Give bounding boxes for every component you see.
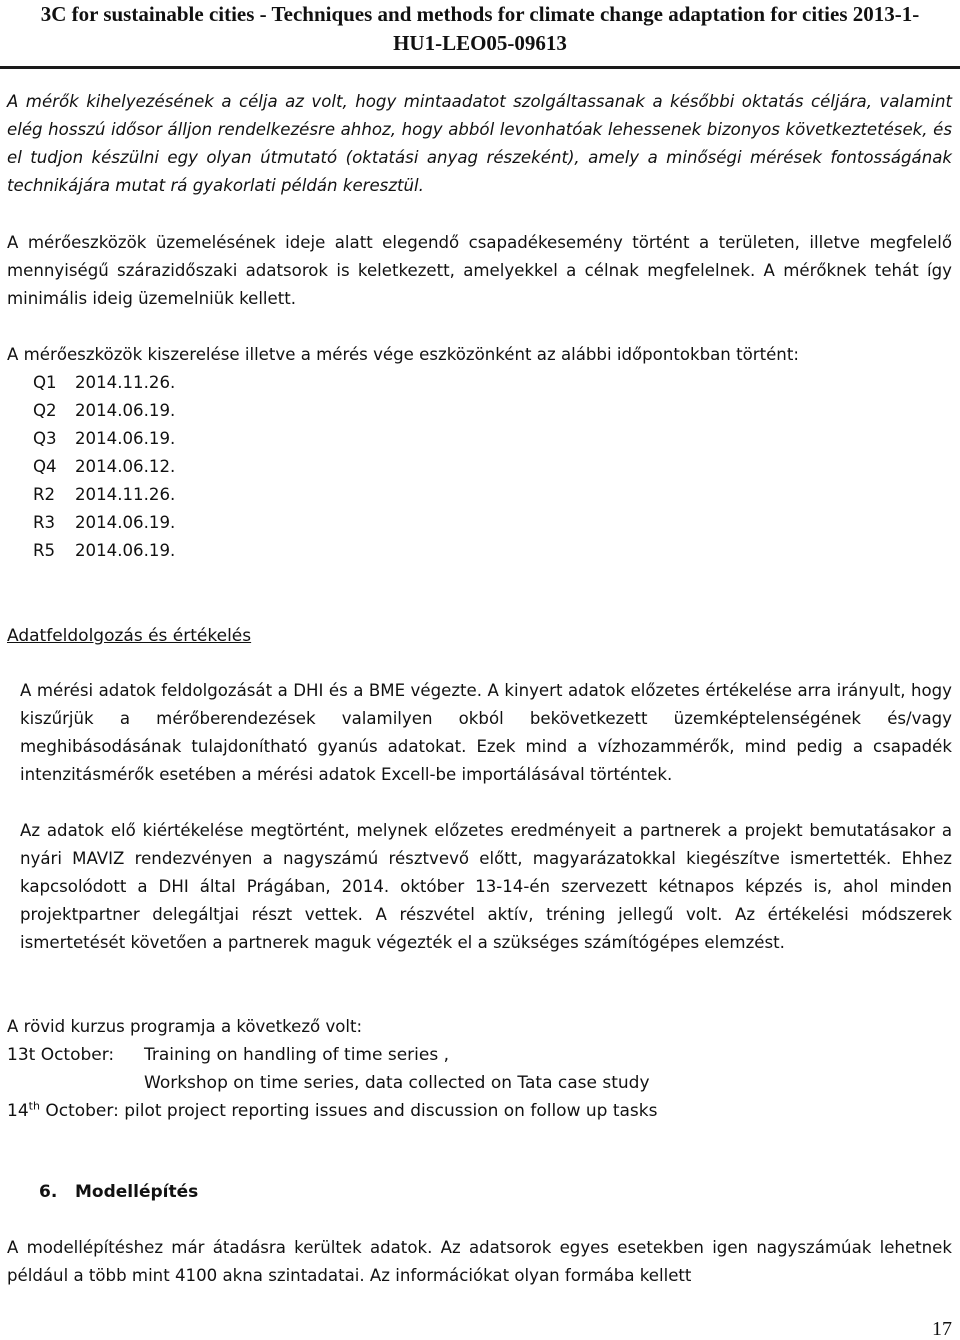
program-row-1 — [7, 1041, 449, 1069]
device-code: R3 — [33, 513, 56, 532]
paragraph-1: A mérők kihelyezésének a célja az volt, hogy mintaadatot szolgáltassanak a későbbi oktatás céljára, valamint elég hosszú idősor álljon rendelkezésre ahhoz, hogy abból levonhatóak lehessenek bizonyos következtetések, és el tudjon készülni egy olyan útmutató (oktatási anyag részeként), amely a minőségi mérések fontosságának technikájára mutat rá gyakorlati példán keresztül. — [7, 92, 952, 195]
date-list-item — [33, 481, 175, 509]
header-divider — [0, 66, 960, 69]
device-code: R2 — [33, 485, 56, 504]
device-date: 2014.11.26. — [75, 485, 176, 504]
date-list-item — [33, 397, 175, 425]
program-day: 14 — [7, 1101, 29, 1121]
program-date-label: 13t October: — [7, 1045, 115, 1065]
date-list-item — [33, 509, 175, 537]
program-item: October: pilot project reporting issues and discussion on follow up tasks — [39, 1101, 658, 1121]
device-date: 2014.06.19. — [75, 401, 176, 420]
paragraph-2: A mérőeszközök üzemelésének ideje alatt elegendő csapadékesemény történt a területen, illetve megfelelő mennyiségű szárazidőszaki adatsorok is keletkezett, amelyekkel a célnak megfelelnek. A mérőknek tehát így minimális ideig üzemelniük kellett. — [7, 233, 952, 308]
paragraph-4: A mérési adatok feldolgozását a DHI és a BME végezte. A kinyert adatok előzetes értékelése arra irányult, hogy kiszűrjük a mérőberendezések valamilyen okból bekövetkezett üzemképtelenségének és/vagy meghibásodásának tulajdonítható gyanús adatokat. Ezek mind a vízhozammérők, mind pedig a csapadék intenzitásmérők esetében a mérési adatok Excell-be importálásával történtek. — [20, 681, 952, 784]
date-list-item — [33, 425, 175, 453]
date-list-item — [33, 537, 175, 565]
section-title: Adatfeldolgozás és értékelés — [7, 626, 252, 646]
device-code: Q1 — [33, 373, 57, 392]
header-line-2: HU1-LEO05-09613 — [393, 31, 567, 55]
header-line-1: 3C for sustainable cities - Techniques and methods for climate change adaptation for cities 2013-1- — [40, 2, 920, 26]
program-row-3 — [7, 1097, 658, 1125]
page-number: 17 — [932, 1318, 952, 1340]
program-row-2 — [7, 1069, 650, 1097]
program-day-suffix: th — [28, 1099, 40, 1113]
device-date: 2014.06.19. — [75, 429, 176, 448]
date-list — [33, 369, 175, 565]
program-item: Training on handling of time series , — [144, 1045, 449, 1065]
device-date: 2014.06.19. — [75, 513, 176, 532]
paragraph-3: A mérőeszközök kiszerelése illetve a mérés vége eszközönként az alábbi időpontokban történt: — [7, 345, 799, 364]
section-heading — [39, 1178, 198, 1206]
device-date: 2014.06.12. — [75, 457, 176, 476]
device-date: 2014.06.19. — [75, 541, 176, 560]
section-heading-title: Modellépítés — [75, 1182, 199, 1202]
device-code: Q2 — [33, 401, 57, 420]
program-item: Workshop on time series, data collected on Tata case study — [144, 1073, 650, 1093]
device-code: Q3 — [33, 429, 57, 448]
paragraph-7: A modellépítéshez már átadásra kerültek adatok. Az adatsorok egyes esetekben igen nagyszámúak lehetnek például a több mint 4100 akna szintadatai. Az információkat olyan formába kellett — [7, 1238, 952, 1285]
section-number: 6. — [39, 1182, 58, 1202]
document-header — [0, 0, 960, 58]
device-date: 2014.11.26. — [75, 373, 176, 392]
device-code: Q4 — [33, 457, 57, 476]
paragraph-6: A rövid kurzus programja a következő volt: — [7, 1017, 363, 1036]
device-code: R5 — [33, 541, 56, 560]
date-list-item — [33, 369, 175, 397]
paragraph-5: Az adatok elő kiértékelése megtörtént, melynek előzetes eredményeit a partnerek a projekt bemutatásakor a nyári MAVIZ rendezvényen a nagyszámú résztvevő előtt, magyarázatokkal kiegészítve ismertették. Ehhez kapcsolódott a DHI által Prágában, 2014. október 13-14-én szervezett kétnapos képzés is, ahol minden projektpartner delegáltjai részt vettek. A részvétel aktív, tréning jellegű volt. Az értékelési módszerek ismertetését követően a partnerek maguk végezték el a szükséges számítógépes elemzést. — [20, 821, 952, 952]
date-list-item — [33, 453, 175, 481]
